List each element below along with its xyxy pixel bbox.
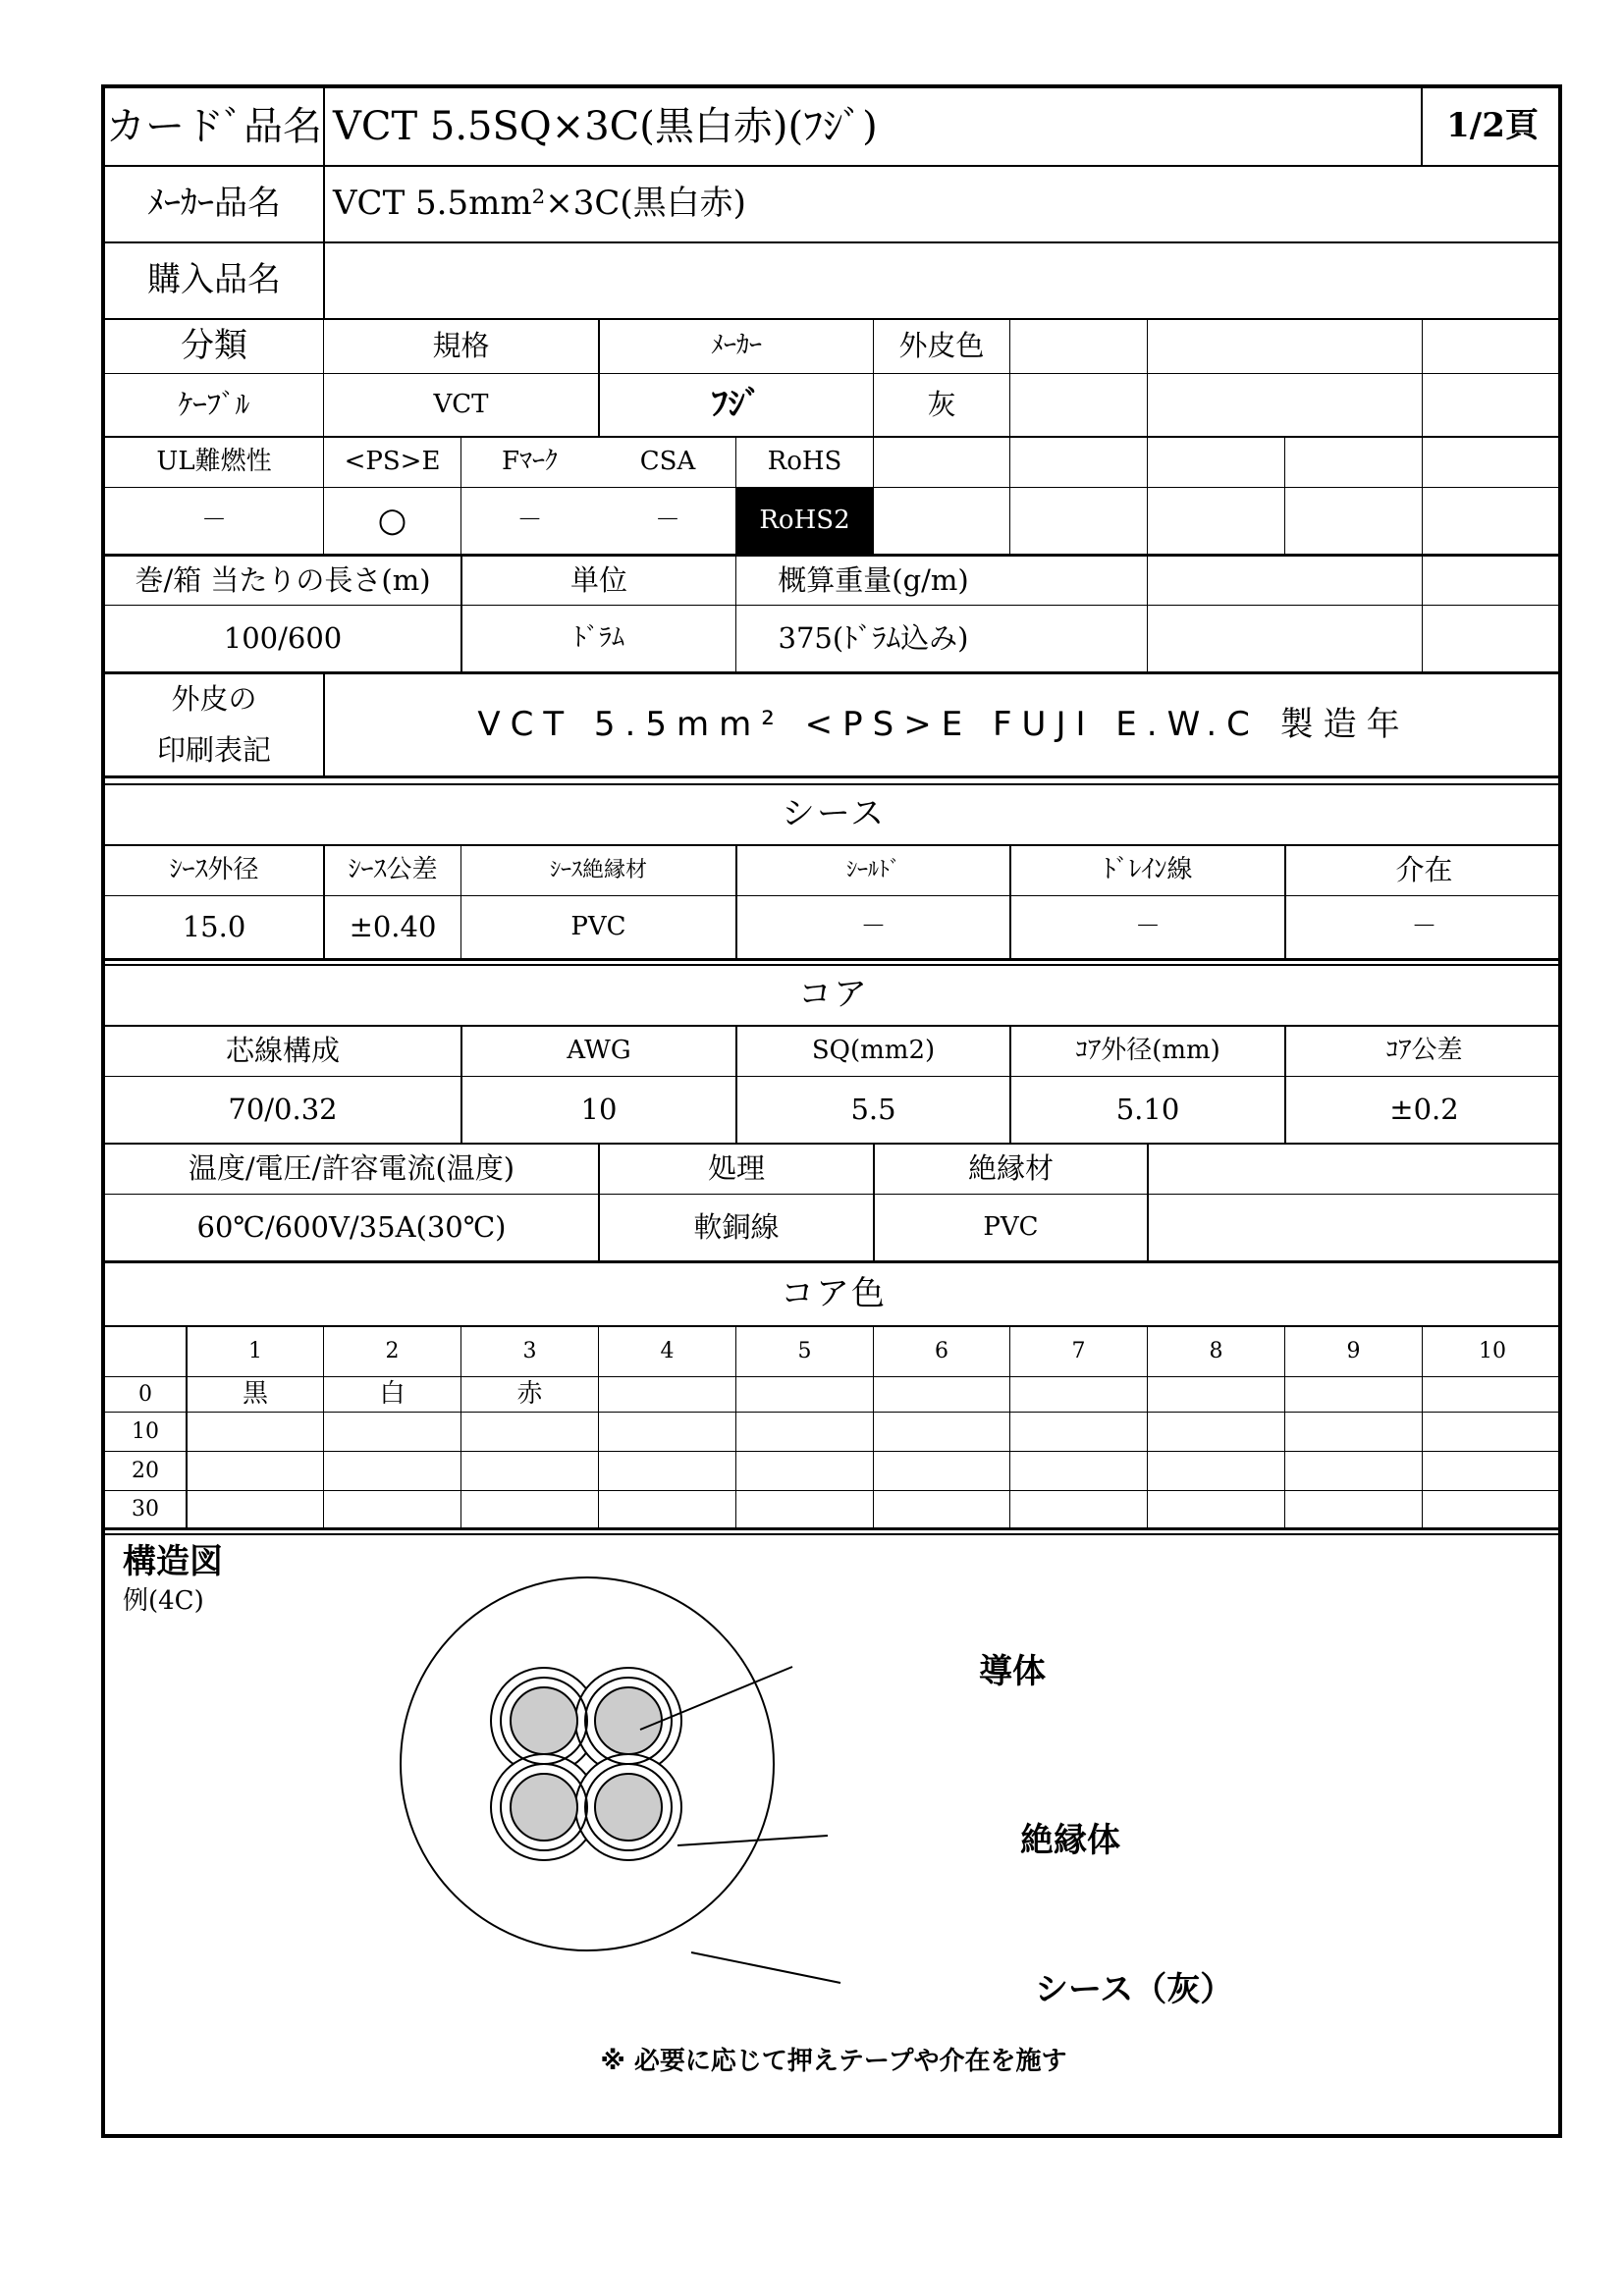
- core-color-col-4: 4: [660, 1339, 675, 1364]
- conductor-br: [595, 1774, 662, 1841]
- ul-flame-label: UL難燃性: [156, 447, 272, 477]
- core-color-row-10: 10: [132, 1418, 159, 1444]
- core-color-col-7: 7: [1071, 1339, 1086, 1364]
- maker-value: ﾌｼﾞ: [711, 384, 762, 424]
- core-gap-bl: [501, 1764, 587, 1850]
- core-color-row-30: 30: [132, 1496, 159, 1522]
- drain-wire-value: －: [1134, 911, 1161, 941]
- unit-label: 単位: [569, 562, 627, 597]
- filler-value: －: [1411, 911, 1437, 941]
- sheath-leader: [691, 1952, 840, 1983]
- length-value: 100/600: [223, 620, 343, 655]
- shield-value: －: [860, 911, 887, 941]
- structure-example: 例(4C): [123, 1586, 204, 1617]
- core-color-row-20: 20: [132, 1458, 159, 1483]
- spec-sheet: [101, 84, 1562, 2138]
- pse-value: ○: [377, 500, 407, 540]
- insulation-value: PVC: [983, 1211, 1039, 1242]
- weight-label: 概算重量(g/m): [778, 562, 969, 597]
- strand-value: 70/0.32: [228, 1092, 338, 1126]
- core-color-col-2: 2: [385, 1339, 400, 1364]
- core-od-value: 5.10: [1115, 1092, 1180, 1126]
- sheath-label: シース（灰）: [1035, 1970, 1234, 2010]
- print-marking-text: VCT 5.5mm² <PS>E FUJI E.W.C 製造年: [477, 704, 1410, 744]
- f-mark-label: Fﾏｰｸ: [501, 447, 559, 477]
- conductor-tr: [595, 1687, 662, 1754]
- core-gap-br: [585, 1764, 672, 1850]
- sq-value: 5.5: [850, 1092, 896, 1126]
- core-color-col-9: 9: [1346, 1339, 1361, 1364]
- sheath-color-label: 外皮色: [898, 329, 985, 363]
- card-name-label: カードﾞ品名: [106, 104, 322, 149]
- rohs-value: RoHS2: [736, 488, 873, 554]
- core-od-label: ｺｱ外径(mm): [1075, 1036, 1220, 1066]
- pse-label: <PS>E: [344, 447, 441, 477]
- maker-name-label: ﾒｰｶｰ品名: [147, 184, 281, 224]
- print-label-line1: 外皮の: [171, 682, 257, 717]
- conductor-bl: [511, 1774, 577, 1841]
- core-color-col-10: 10: [1479, 1339, 1506, 1364]
- rating-value: 60℃/600V/35A(30℃): [196, 1209, 507, 1244]
- f-mark-value: －: [516, 505, 543, 535]
- core-color-cell-red: 赤: [516, 1378, 543, 1409]
- core-color-col-6: 6: [935, 1339, 948, 1364]
- conductor-tl: [511, 1687, 577, 1754]
- sheath-material-value: PVC: [570, 911, 626, 941]
- core-color-row-0: 0: [138, 1381, 152, 1407]
- classification-label: 分類: [181, 326, 247, 366]
- sheath-od-label: ｼｰｽ外径: [169, 855, 259, 885]
- conductor-label: 導体: [979, 1652, 1046, 1692]
- core-color-col-3: 3: [522, 1339, 537, 1364]
- sheath-color-value: 灰: [927, 387, 956, 421]
- core-color-col-5: 5: [797, 1339, 812, 1364]
- core-section-title: コア: [798, 975, 869, 1015]
- filler-label: 介在: [1395, 853, 1453, 887]
- conductor-leader: [640, 1667, 792, 1730]
- structure-title: 構造図: [123, 1542, 223, 1582]
- structure-note: ※ 必要に応じて押えテープや介在を施す: [600, 2047, 1067, 2077]
- awg-label: AWG: [567, 1036, 631, 1066]
- core-insulation-br: [575, 1754, 681, 1860]
- core-color-col-1: 1: [248, 1339, 262, 1364]
- insulator-label: 絶縁体: [1020, 1821, 1120, 1861]
- sheath-tolerance-value: ±0.40: [349, 909, 437, 943]
- purchase-name: [325, 243, 1562, 318]
- classification-value: ｹｰﾌﾞﾙ: [178, 387, 250, 421]
- page-number: 1/2頁: [1446, 106, 1539, 146]
- weight-value: 375(ﾄﾞﾗﾑ込み): [778, 620, 969, 655]
- sheath-material-label: ｼｰｽ絶縁材: [549, 858, 647, 883]
- maker-name: VCT 5.5mm²×3C(黒白赤): [333, 184, 746, 224]
- drain-wire-label: ﾄﾞﾚｲﾝ線: [1103, 855, 1193, 885]
- csa-label: CSA: [639, 447, 696, 477]
- sq-label: SQ(mm2): [811, 1036, 936, 1066]
- core-insulation-bl: [491, 1754, 597, 1860]
- core-tolerance-label: ｺｱ公差: [1385, 1036, 1463, 1066]
- unit-value: ﾄﾞﾗﾑ: [572, 622, 624, 653]
- shield-label: ｼｰﾙﾄﾞ: [845, 858, 900, 883]
- core-insulation-tr: [575, 1668, 681, 1774]
- sheath-section-title: シース: [781, 794, 887, 834]
- sheath-outline: [401, 1577, 774, 1950]
- core-color-cell-black: 黒: [242, 1378, 268, 1409]
- core-gap-tr: [585, 1678, 672, 1764]
- ul-flame-value: －: [200, 505, 227, 535]
- length-label: 巻/箱 当たりの長さ(m): [135, 562, 431, 597]
- card-name: VCT 5.5SQ×3C(黒白赤)(ﾌｼﾞ): [333, 104, 878, 149]
- rating-label: 温度/電圧/許容電流(温度): [188, 1151, 515, 1186]
- insulation-label: 絶縁材: [967, 1151, 1054, 1186]
- print-label-line2: 印刷表記: [156, 732, 271, 767]
- core-color-section-title: コア色: [781, 1273, 887, 1313]
- core-insulation-tl: [491, 1668, 597, 1774]
- core-gap-tl: [501, 1678, 587, 1764]
- insulator-leader: [677, 1836, 828, 1845]
- standard-label: 規格: [432, 329, 490, 363]
- core-tolerance-value: ±0.2: [1389, 1092, 1459, 1126]
- awg-value: 10: [580, 1092, 618, 1126]
- sheath-tolerance-label: ｼｰｽ公差: [348, 855, 438, 885]
- sheath-od-value: 15.0: [182, 909, 246, 943]
- csa-value: －: [654, 505, 680, 535]
- strand-label: 芯線構成: [225, 1034, 340, 1068]
- treatment-label: 処理: [707, 1151, 765, 1186]
- core-color-col-8: 8: [1209, 1339, 1223, 1364]
- core-color-cell-white: 白: [379, 1378, 406, 1409]
- treatment-value: 軟銅線: [693, 1209, 780, 1244]
- purchase-name-label: 購入品名: [147, 260, 281, 300]
- rohs-label: RoHS: [767, 447, 842, 477]
- maker-label: ﾒｰｶｰ: [710, 331, 762, 361]
- standard-value: VCT: [433, 389, 489, 419]
